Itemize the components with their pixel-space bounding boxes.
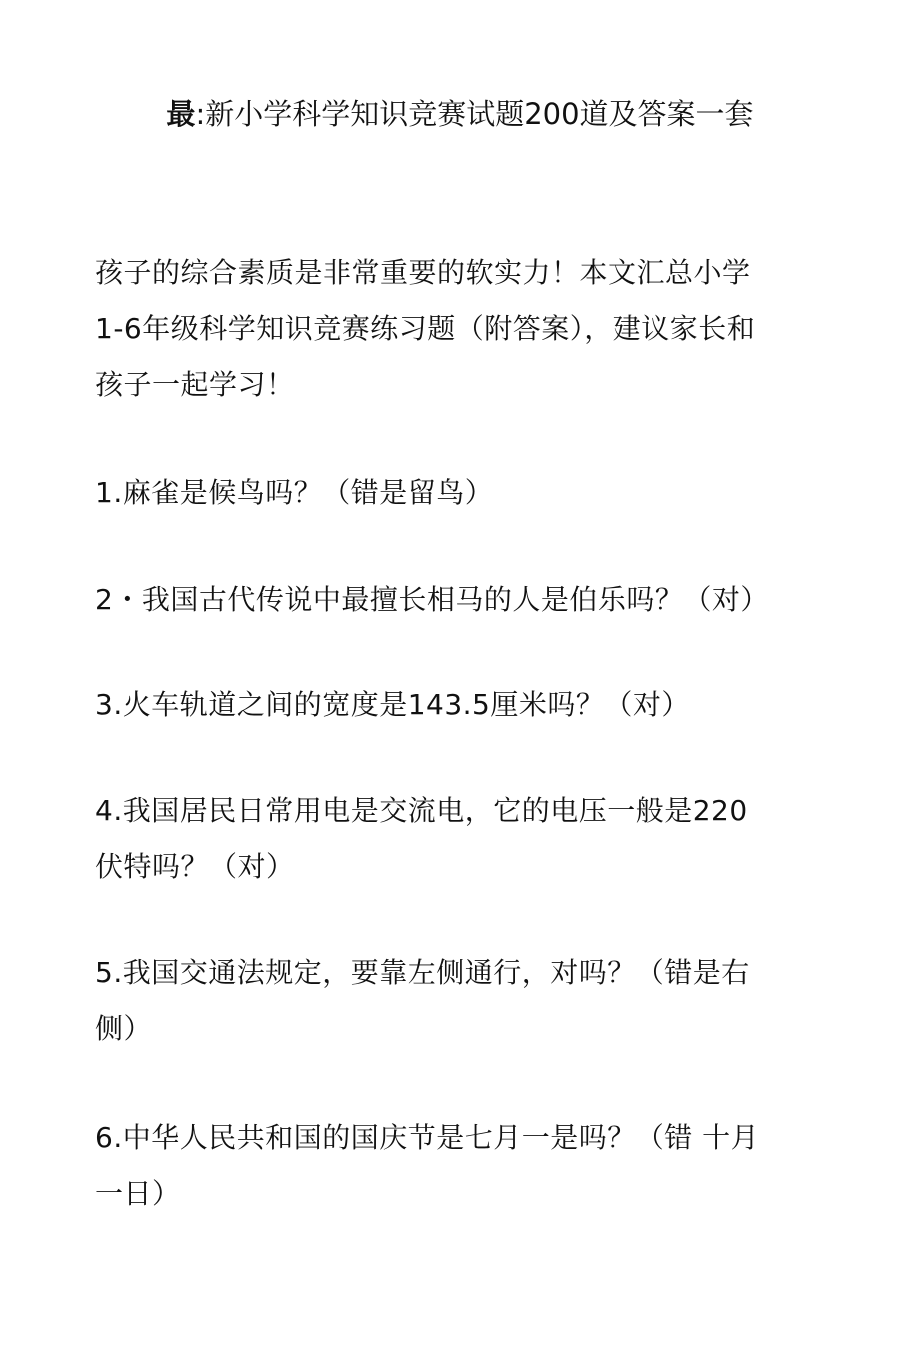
question-line: 4.我国居民日常用电是交流电，它的电压一般是220 [95,794,748,827]
title-prefix: 最 [166,97,196,131]
intro-line: 1-6年级科学知识竞赛练习题（附答案），建议家长和 [95,312,756,345]
intro-line: 孩子的综合素质是非常重要的软实力！本文汇总小学 [95,256,751,289]
intro-line: 孩子一起学习！ [95,368,295,401]
question-3 [95,677,815,733]
question-5 [95,945,815,1057]
question-2 [95,572,815,628]
intro-paragraph [95,245,815,413]
question-6 [95,1110,815,1222]
question-line: 伏特吗？（对） [95,850,295,883]
question-line: 侧） [95,1012,153,1045]
document-title [0,92,920,136]
question-4 [95,783,815,895]
title-main: :新小学科学知识竞赛试题200道及答案一套 [195,97,754,131]
question-line: 2・我国古代传说中最擅长相马的人是伯乐吗？（对） [95,583,769,616]
question-line: 5.我国交通法规定，要靠左侧通行，对吗？（错是右 [95,956,750,989]
question-line: 一日） [95,1177,181,1210]
question-line: 1.麻雀是候鸟吗？（错是留鸟） [95,476,494,509]
question-line: 3.火车轨道之间的宽度是143.5厘米吗？（对） [95,688,690,721]
question-line: 6.中华人民共和国的国庆节是七月一是吗？（错 十月 [95,1121,760,1154]
question-1 [95,465,815,521]
